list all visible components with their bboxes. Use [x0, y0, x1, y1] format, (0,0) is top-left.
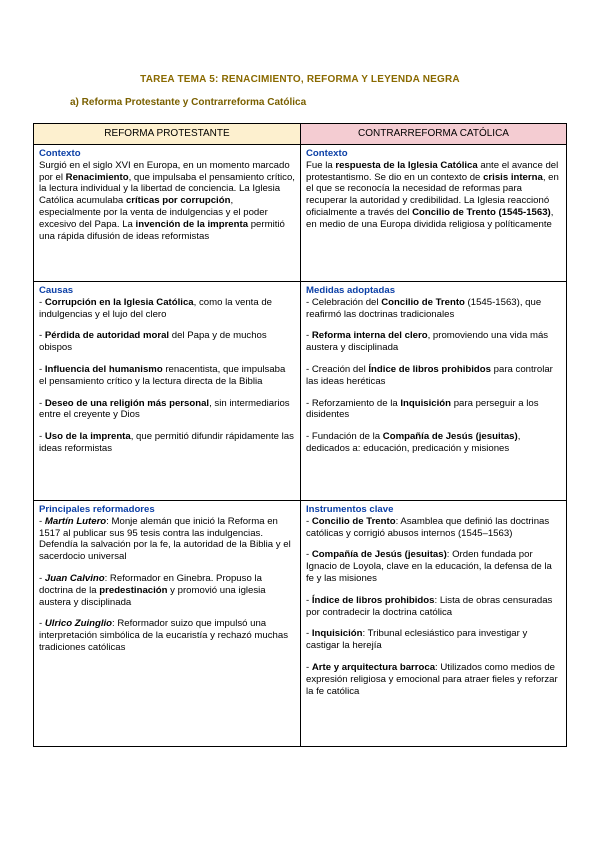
- cell-paragraph: - Reforma interna del clero, promoviendo una vida más austera y disciplinada: [306, 330, 549, 354]
- cell-heading: Principales reformadores: [39, 504, 155, 515]
- cell-paragraph: Fue la respuesta de la Iglesia Católica ante el avance del protestantismo. Se dio en un contexto de crisis interna, en el que se reconocía la necesidad de reformas para recuperar la autoridad y credibilidad. La Iglesia reaccionó oficialmente a través del Concilio de Trento (1545-1563), en medio de una Europa dividida religiosa y políticamente: [306, 159, 559, 230]
- emphasized-text: Deseo de una religión más personal: [44, 397, 210, 409]
- cell-heading: Instrumentos clave: [306, 504, 394, 515]
- emphasized-text: Concilio de Trento: [311, 515, 396, 527]
- cell-paragraph: - Celebración del Concilio de Trento (1545-1563), que reafirmó las doctrinas tradicionales: [306, 296, 542, 320]
- table-row: [34, 145, 567, 282]
- cell-paragraph: - Concilio de Trento: Asamblea que definió las doctrinas católicas y corrigió abusos internos (1545–1563): [306, 515, 550, 539]
- emphasized-text: Renacimiento: [65, 171, 129, 183]
- emphasized-text: Concilio de Trento (1545-1563): [412, 206, 551, 218]
- emphasized-text: Corrupción en la Iglesia Católica: [44, 296, 194, 308]
- cell-heading: Medidas adoptadas: [306, 285, 396, 296]
- emphasized-text: Martín Lutero: [44, 515, 107, 527]
- cell-heading: Causas: [39, 285, 74, 296]
- cell-paragraph: - Martín Lutero: Monje alemán que inició la Reforma en 1517 al publicar sus 95 tesis contra las indulgencias. Defendía la salvación por la fe, la autoridad de la Biblia y el sacerdocio universal: [39, 515, 291, 563]
- emphasized-text: respuesta de la Iglesia Católica: [335, 159, 478, 171]
- emphasized-text: Reforma interna del clero: [311, 330, 428, 342]
- table-cell-right: [301, 145, 567, 282]
- emphasized-text: Índice de libros prohibidos: [368, 363, 491, 375]
- cell-paragraph: - Índice de libros prohibidos: Lista de obras censuradas por contradecir la doctrina católica: [306, 594, 553, 618]
- cell-heading: Contexto: [39, 148, 81, 159]
- cell-paragraph: - Creación del Índice de libros prohibidos para controlar las ideas heréticas: [306, 363, 553, 387]
- emphasized-text: predestinación: [99, 584, 168, 596]
- emphasized-text: Compañía de Jesús (jesuitas): [311, 549, 447, 561]
- emphasized-text: Inquisición: [311, 628, 363, 640]
- comparison-table: [33, 123, 567, 747]
- emphasized-text: Índice de libros prohibidos: [311, 594, 435, 606]
- document-title: TAREA TEMA 5: RENACIMIENTO, REFORMA Y LEYENDA NEGRA: [140, 74, 460, 85]
- cell-paragraph: - Corrupción en la Iglesia Católica, como la venta de indulgencias y el lujo del clero: [39, 296, 273, 320]
- cell-paragraph: - Ulrico Zuinglio: Reformador suizo que impulsó una interpretación simbólica de la eucaristía y rechazó muchas tradiciones católicas: [39, 618, 289, 653]
- cell-paragraph: - Inquisición: Tribunal eclesiástico para investigar y castigar la herejía: [306, 628, 528, 652]
- cell-paragraph: - Uso de la imprenta, que permitió difundir rápidamente las ideas reformistas: [39, 431, 294, 454]
- emphasized-text: Ulrico Zuinglio: [44, 618, 113, 630]
- table-header-row: [34, 124, 567, 145]
- cell-paragraph: - Influencia del humanismo renacentista, que impulsaba el pensamiento crítico y la lectura directa de la Biblia: [39, 363, 286, 387]
- emphasized-text: Juan Calvino: [44, 572, 105, 584]
- table-body: [34, 145, 567, 747]
- table-cell-right: [301, 501, 567, 747]
- table-cell-left: [34, 501, 301, 747]
- emphasized-text: Uso de la imprenta: [44, 431, 131, 443]
- emphasized-text: Influencia del humanismo: [44, 363, 163, 375]
- table-row: [34, 501, 567, 747]
- emphasized-text: invención de la imprenta: [135, 218, 249, 230]
- emphasized-text: Pérdida de autoridad moral: [44, 330, 170, 342]
- cell-paragraph: - Pérdida de autoridad moral del Papa y de muchos obispos: [39, 330, 267, 354]
- cell-paragraph: - Arte y arquitectura barroca: Utilizados como medios de expresión religiosa y emocional para atraer fieles y reforzar la fe católica: [306, 661, 558, 697]
- cell-paragraph: - Fundación de la Compañía de Jesús (jesuitas), dedicados a: educación, predicación y misiones: [306, 431, 521, 454]
- emphasized-text: Arte y arquitectura barroca: [311, 661, 436, 673]
- cell-paragraph: - Deseo de una religión más personal, sin intermediarios entre el creyente y Dios: [39, 397, 290, 421]
- cell-paragraph: - Juan Calvino: Reformador en Ginebra. Propuso la doctrina de la predestinación y promovió una iglesia austera y disciplinada: [39, 572, 266, 608]
- emphasized-text: críticas por corrupción: [125, 195, 231, 207]
- column-header-reforma: REFORMA PROTESTANTE: [34, 124, 301, 145]
- table-row: [34, 282, 567, 501]
- cell-paragraph: Surgió en el siglo XVI en Europa, en un momento marcado por el Renacimiento, que impulsaba el pensamiento crítico, la lectura individual y la libertad de conciencia. La Iglesia Católica acumulaba críticas por corrupción, especialmente por la venta de indulgencias y el poder excesivo del Papa. La invención de la imprenta permitió una rápida difusión de ideas reformistas: [39, 159, 295, 242]
- cell-paragraph: - Compañía de Jesús (jesuitas): Orden fundada por Ignacio de Loyola, clave en la educación, la defensa de la fe y las misiones: [306, 549, 552, 584]
- table-cell-right: [301, 282, 567, 501]
- table-cell-left: [34, 145, 301, 282]
- emphasized-text: Inquisición: [400, 397, 452, 409]
- section-subtitle: a) Reforma Protestante y Contrarreforma Católica: [70, 97, 307, 108]
- column-header-contrarreforma: CONTRARREFORMA CATÓLICA: [301, 124, 567, 145]
- emphasized-text: crisis interna: [483, 171, 543, 183]
- table-cell-left: [34, 282, 301, 501]
- cell-paragraph: - Reforzamiento de la Inquisición para perseguir a los disidentes: [306, 397, 539, 421]
- emphasized-text: Concilio de Trento: [381, 296, 465, 308]
- emphasized-text: Compañía de Jesús (jesuitas): [382, 431, 518, 443]
- cell-heading: Contexto: [306, 148, 348, 159]
